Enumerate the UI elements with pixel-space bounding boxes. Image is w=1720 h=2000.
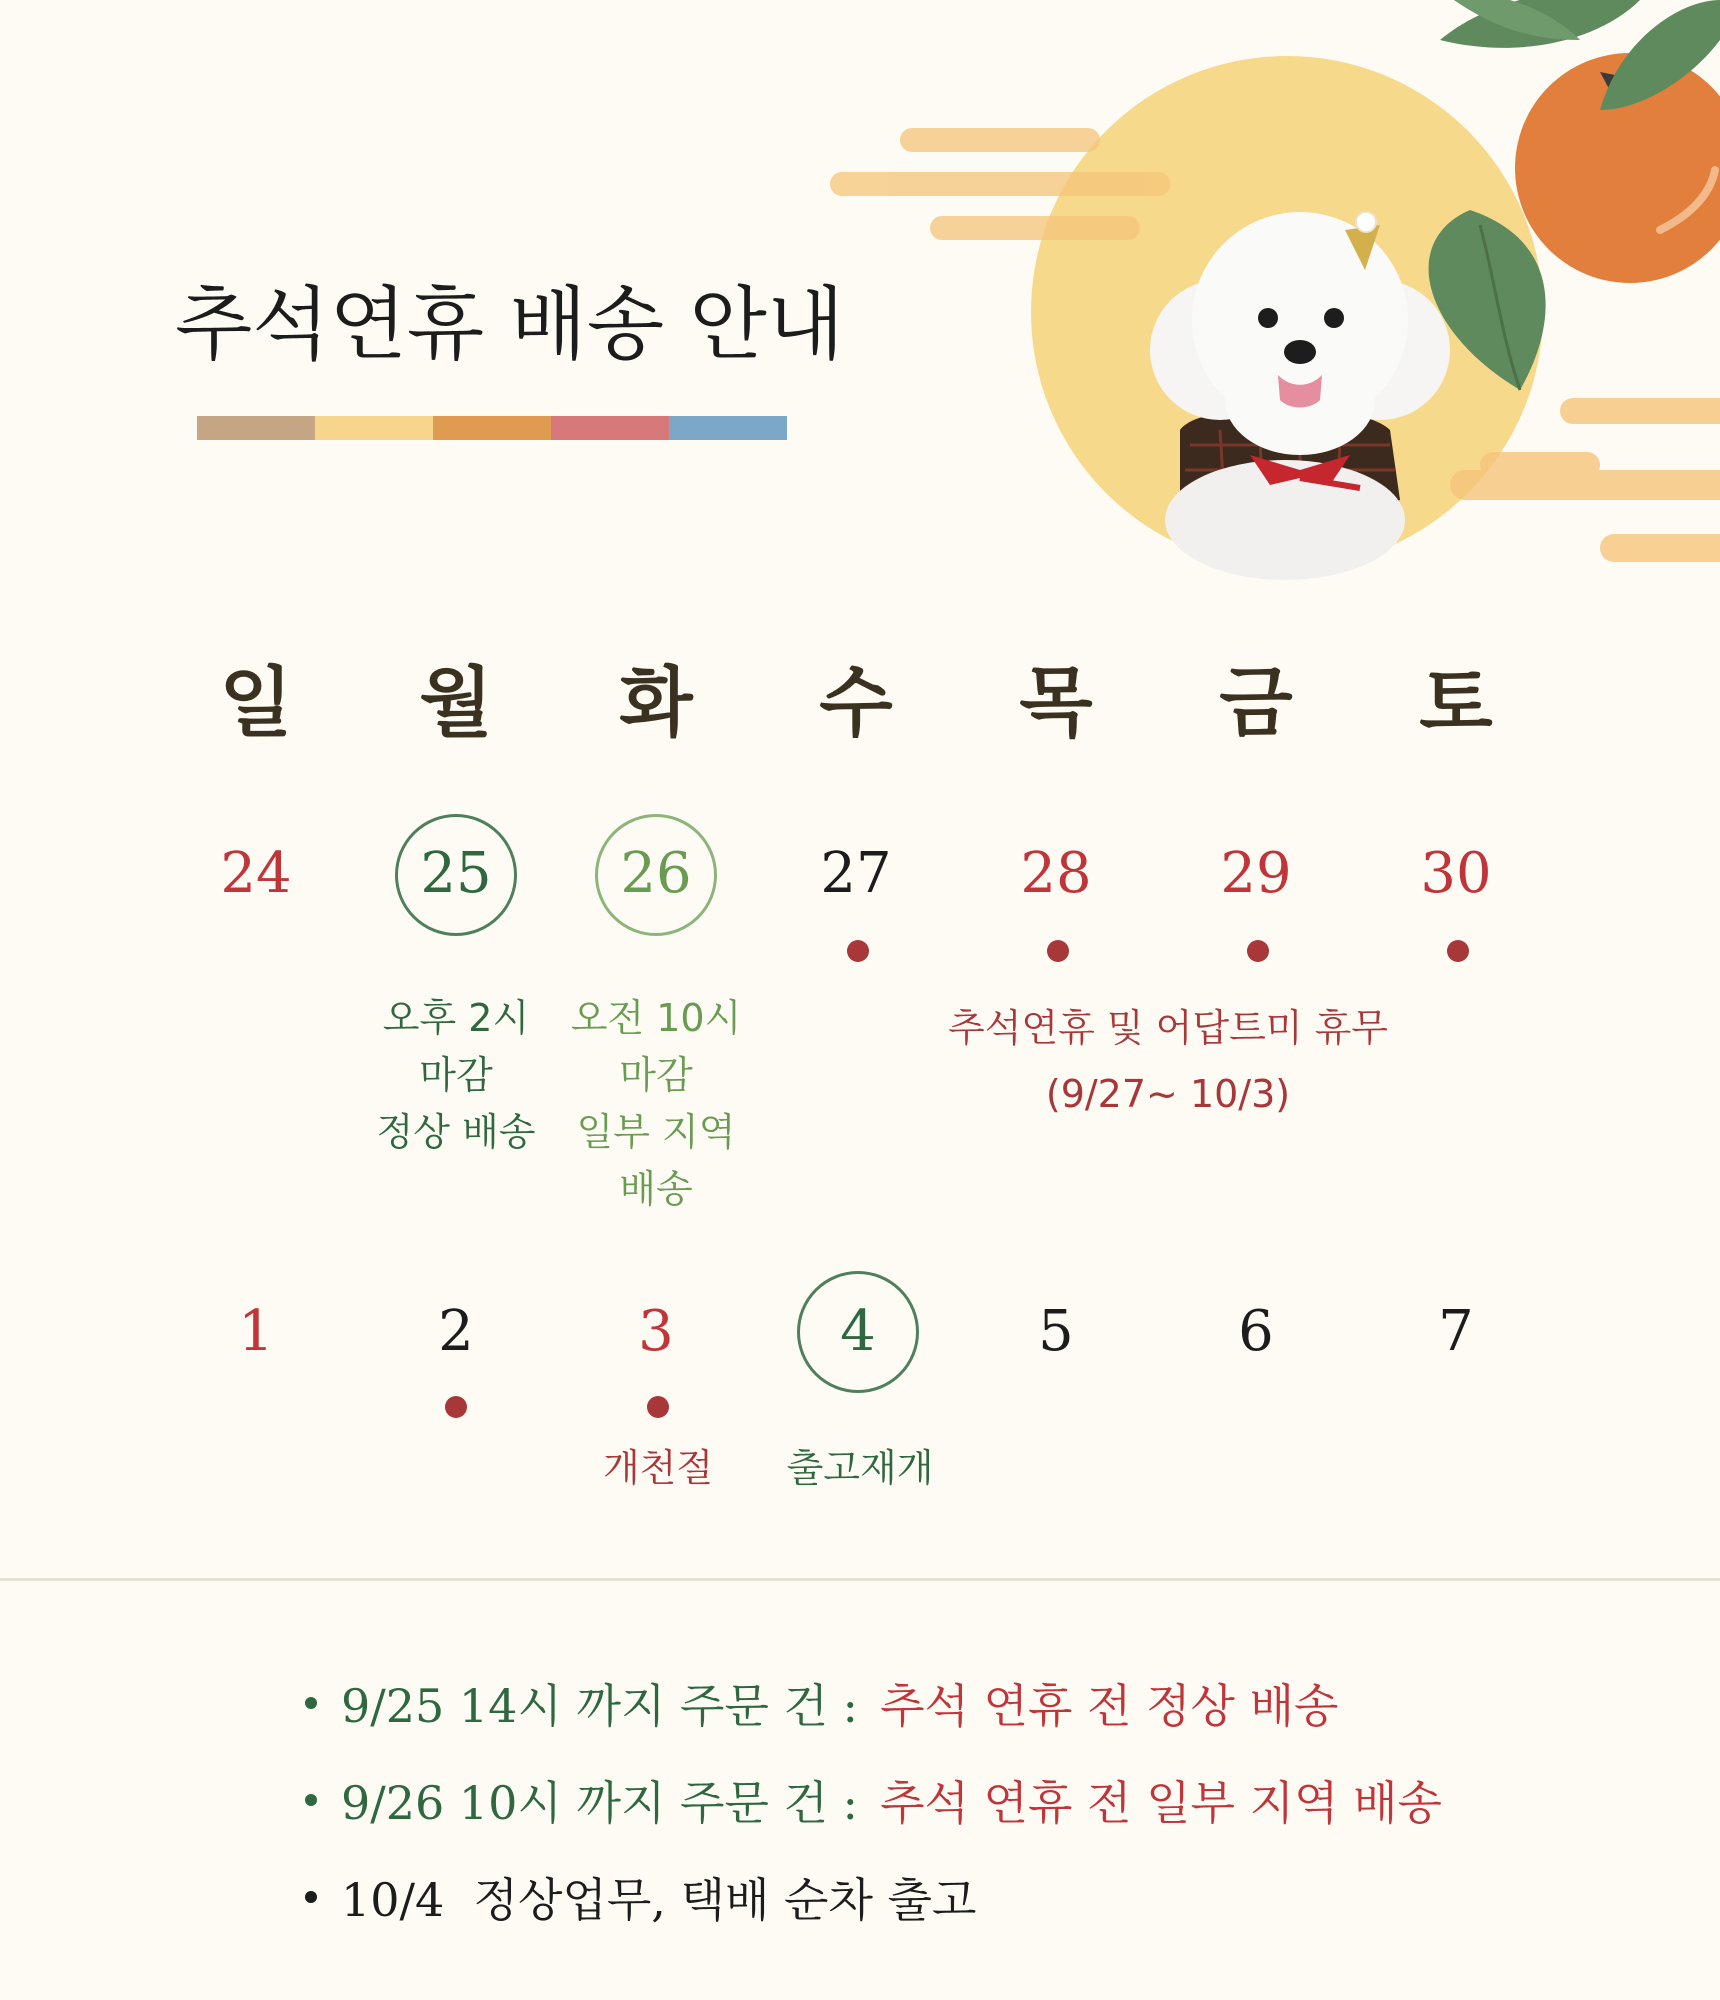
notice-item	[305, 1765, 1442, 1835]
note-line: 오전 10시	[570, 996, 742, 1040]
date-7: 7	[1438, 1299, 1474, 1364]
holiday-dot	[445, 1396, 467, 1418]
notice-item	[305, 1668, 1338, 1738]
stripe-yellow	[315, 416, 433, 440]
date-27: 27	[820, 841, 892, 906]
weekday-mon: 월	[419, 658, 493, 747]
cloud-right-icon	[1450, 398, 1720, 562]
date-6: 6	[1238, 1299, 1274, 1364]
notice-lead: 10/4 정상업무, 택배 순차 출고	[341, 1873, 977, 1927]
persimmon-branch-icon	[1429, 0, 1720, 390]
note-mon-deadline	[346, 990, 566, 1161]
holiday-dot	[847, 940, 869, 962]
holiday-dot	[647, 1396, 669, 1418]
stripe-pink	[551, 416, 669, 440]
weekday-thu: 목	[1019, 658, 1093, 747]
note-shipping-resume: 출고재개	[786, 1446, 934, 1490]
note-line: 추석연휴 및 어답트미 휴무	[947, 1006, 1389, 1050]
dog-icon	[1150, 212, 1450, 580]
bullet-icon	[305, 1794, 317, 1806]
notice-lead: 9/25 14시 까지 주문 건 :	[341, 1679, 859, 1733]
date-24: 24	[220, 841, 292, 906]
weekday-tue: 화	[619, 658, 693, 747]
date-30: 30	[1420, 841, 1492, 906]
full-moon-icon	[1031, 56, 1543, 568]
note-line: 정상 배송	[376, 1110, 536, 1154]
color-stripe-bar	[197, 416, 787, 440]
bullet-icon	[305, 1697, 317, 1709]
stripe-orange	[433, 416, 551, 440]
stripe-tan	[197, 416, 315, 440]
weekday-sat: 토	[1419, 658, 1493, 747]
note-line: 마감	[419, 1053, 493, 1097]
cloud-left-icon	[830, 128, 1170, 240]
date-28: 28	[1020, 841, 1092, 906]
note-line: (9/27~ 10/3)	[1045, 1072, 1291, 1116]
page-title: 추석연휴 배송 안내	[175, 278, 845, 371]
date-25: 25	[420, 841, 492, 906]
date-29: 29	[1220, 841, 1292, 906]
section-divider	[0, 1578, 1720, 1581]
note-line: 일부 지역	[576, 1110, 736, 1154]
holiday-dot	[1447, 940, 1469, 962]
holiday-dot	[1247, 940, 1269, 962]
note-holiday-period	[868, 995, 1468, 1127]
weekday-sun: 일	[219, 658, 293, 747]
note-line: 오후 2시	[382, 996, 530, 1040]
notice-detail: 추석 연휴 전 일부 지역 배송	[880, 1776, 1442, 1830]
persimmon-icon	[1515, 53, 1720, 283]
notice-detail: 추석 연휴 전 정상 배송	[880, 1679, 1339, 1733]
stripe-blue	[669, 416, 787, 440]
bullet-icon	[305, 1891, 317, 1903]
note-line: 배송	[619, 1167, 693, 1211]
date-26: 26	[620, 841, 692, 906]
note-national-foundation-day: 개천절	[602, 1446, 714, 1490]
note-line: 마감	[619, 1053, 693, 1097]
notice-lead: 9/26 10시 까지 주문 건 :	[341, 1776, 859, 1830]
weekday-wed: 수	[819, 658, 893, 747]
date-4: 4	[840, 1299, 876, 1364]
holiday-dot	[1047, 940, 1069, 962]
date-1: 1	[238, 1299, 274, 1364]
weekday-fri: 금	[1219, 658, 1293, 747]
note-tue-deadline	[546, 990, 766, 1218]
date-5: 5	[1038, 1299, 1074, 1364]
notice-item	[305, 1862, 976, 1932]
date-3: 3	[638, 1299, 674, 1364]
date-2: 2	[438, 1299, 474, 1364]
